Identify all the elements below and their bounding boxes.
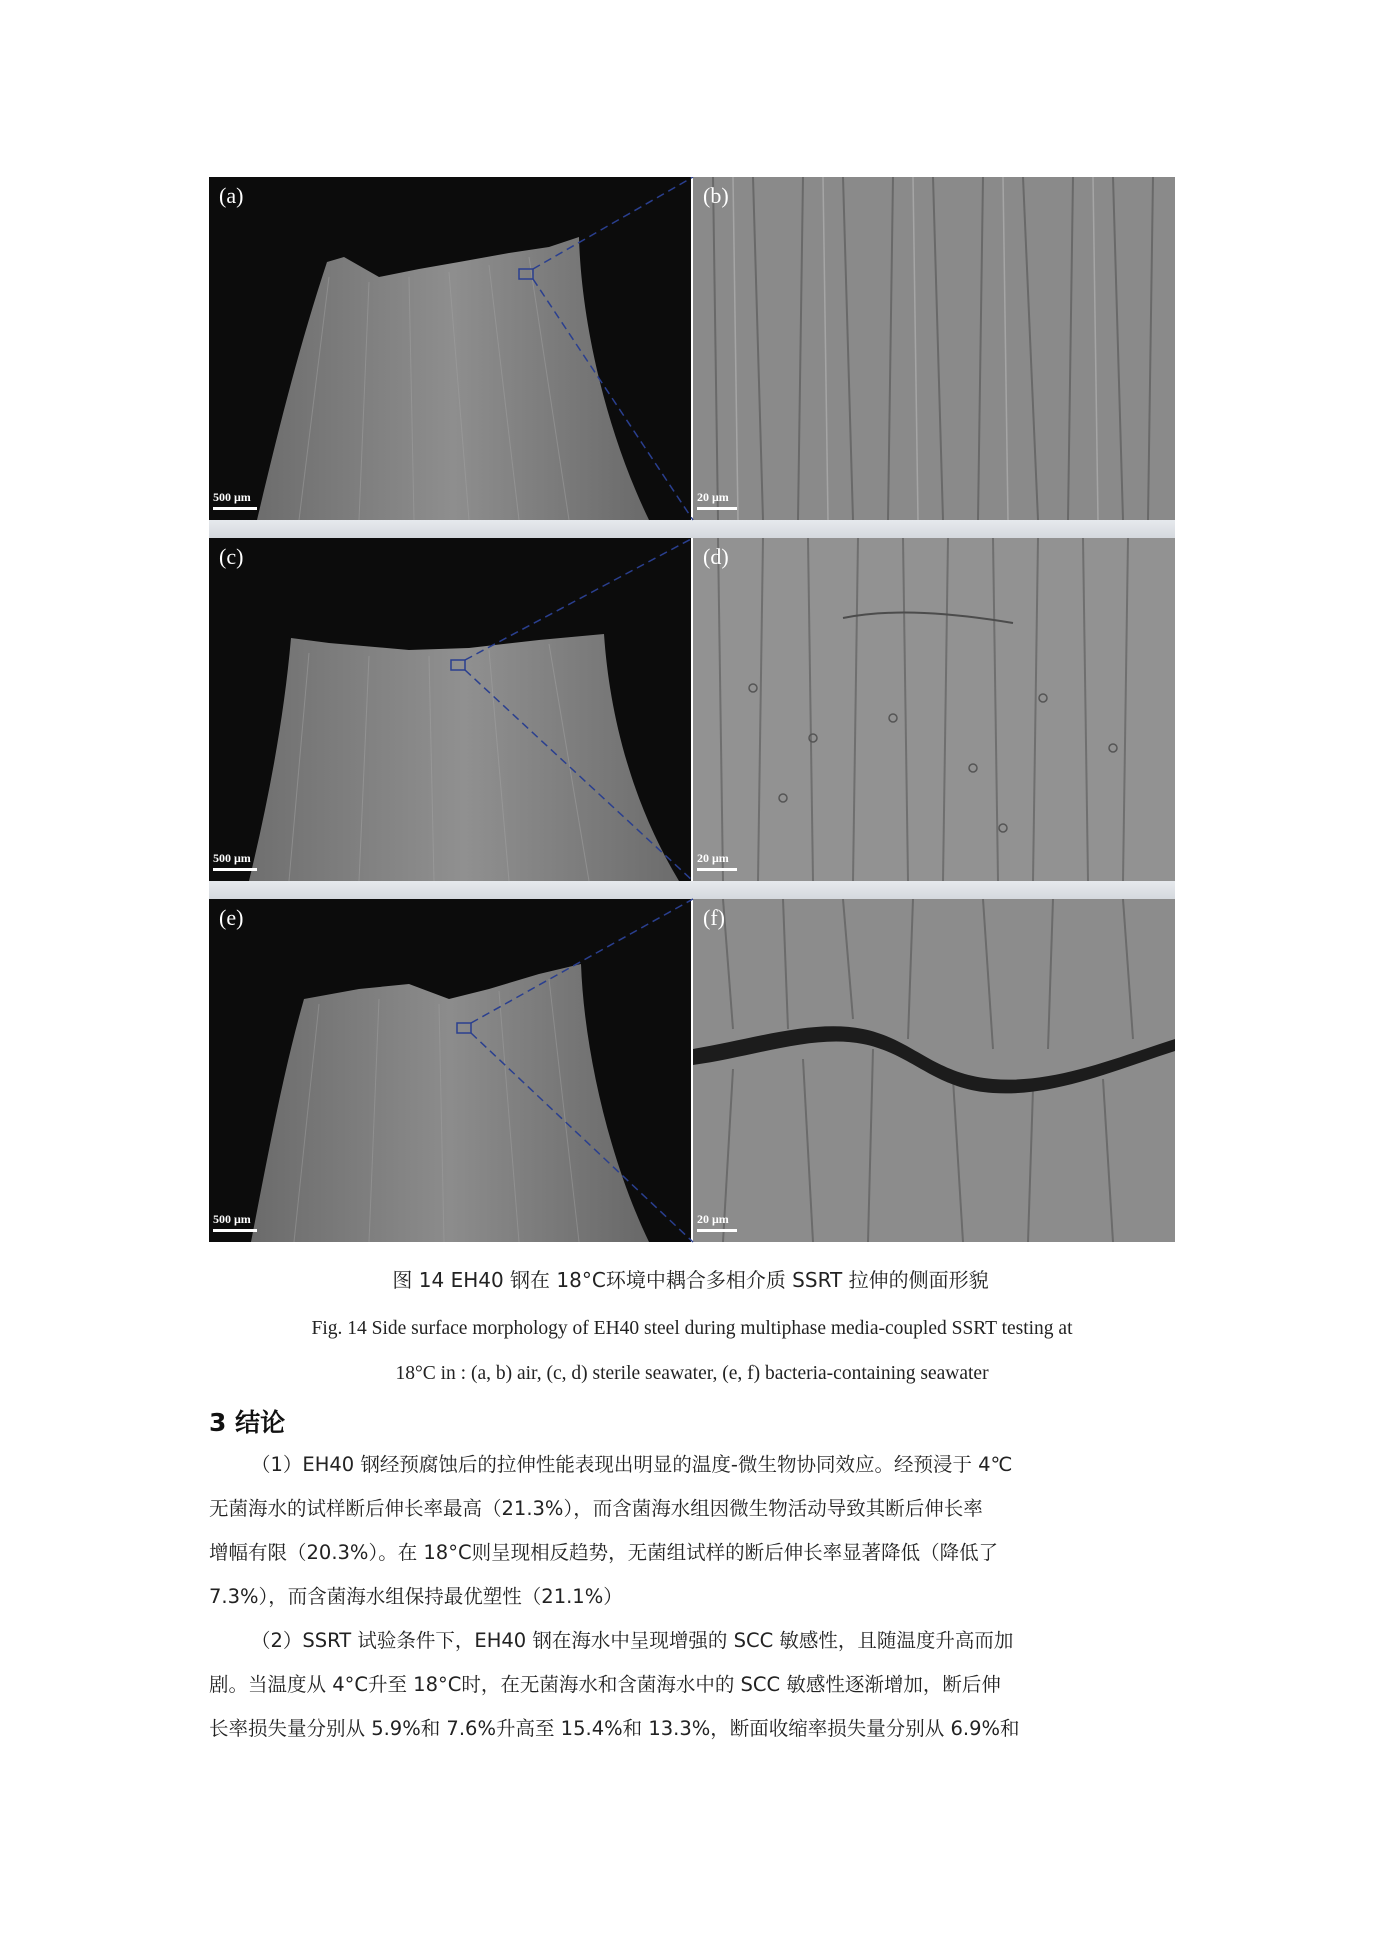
caption-en-line: Fig. 14 Side surface morphology of EH40 steel during multiphase media-coupled SSRT testing at [311,1318,1073,1339]
row-divider [209,881,1175,899]
scale-bar [697,851,737,871]
sem-panel-d [693,538,1175,881]
figure-14 [209,177,1175,1243]
conclusion-paragraph-2 [209,1619,1175,1751]
scale-bar-label: 500 μm [213,490,251,504]
panel-label: (e) [219,905,244,930]
scale-bar [697,1212,737,1232]
scale-bar-label: 500 μm [213,1212,251,1226]
figure-caption-english [209,1306,1175,1396]
paragraph-line: 7.3%），而含菌海水组保持最优塑性（21.1%） [209,1585,623,1608]
paragraph-line: 长率损失量分别从 5.9%和 7.6%升高至 15.4%和 13.3%，断面收缩率损失量分别从 6.9%和 [209,1717,1020,1740]
sem-panel-b [693,177,1175,520]
figure-caption-chinese: 图 14 EH40 钢在 18°C环境中耦合多相介质 SSRT 拉伸的侧面形貌 [392,1268,989,1292]
scale-bar [213,490,257,510]
paragraph-line: （2）SSRT 试验条件下，EH40 钢在海水中呈现增强的 SCC 敏感性，且随温度升高而加 [251,1629,1014,1652]
figure-row-sterile [209,538,1175,881]
caption-en-line: 18°C in : (a, b) air, (c, d) sterile seawater, (e, f) bacteria-containing seawater [395,1363,989,1384]
scale-bar-label: 20 μm [697,1212,729,1226]
panel-label: (b) [703,183,729,208]
figure-row-bacteria [209,899,1175,1242]
sem-panel-a [209,177,691,520]
sem-panel-c [209,538,691,881]
scale-bar [697,490,737,510]
paragraph-line: 无菌海水的试样断后伸长率最高（21.3%），而含菌海水组因微生物活动导致其断后伸长率 [209,1497,983,1520]
panel-label: (a) [219,183,244,208]
section-heading: 3 结论 [209,1408,286,1437]
panel-label: (f) [703,905,725,930]
panel-label: (c) [219,544,244,569]
sem-panel-f [693,899,1175,1242]
paragraph-line: （1）EH40 钢经预腐蚀后的拉伸性能表现出明显的温度-微生物协同效应。经预浸于 4℃ [251,1453,1013,1476]
sem-panel-e [209,899,691,1242]
figure-row-air [209,177,1175,520]
scale-bar-label: 20 μm [697,851,729,865]
scale-bar [213,1212,257,1232]
panel-label: (d) [703,544,729,569]
paragraph-line: 剧。当温度从 4°C升至 18°C时，在无菌海水和含菌海水中的 SCC 敏感性逐渐增加，断后伸 [209,1673,1001,1696]
row-divider [209,520,1175,538]
scale-bar [213,851,257,871]
scale-bar-label: 500 μm [213,851,251,865]
scale-bar-label: 20 μm [697,490,729,504]
conclusion-paragraph-1 [209,1443,1175,1619]
paragraph-line: 增幅有限（20.3%）。在 18°C则呈现相反趋势，无菌组试样的断后伸长率显著降低（降低了 [209,1541,999,1564]
